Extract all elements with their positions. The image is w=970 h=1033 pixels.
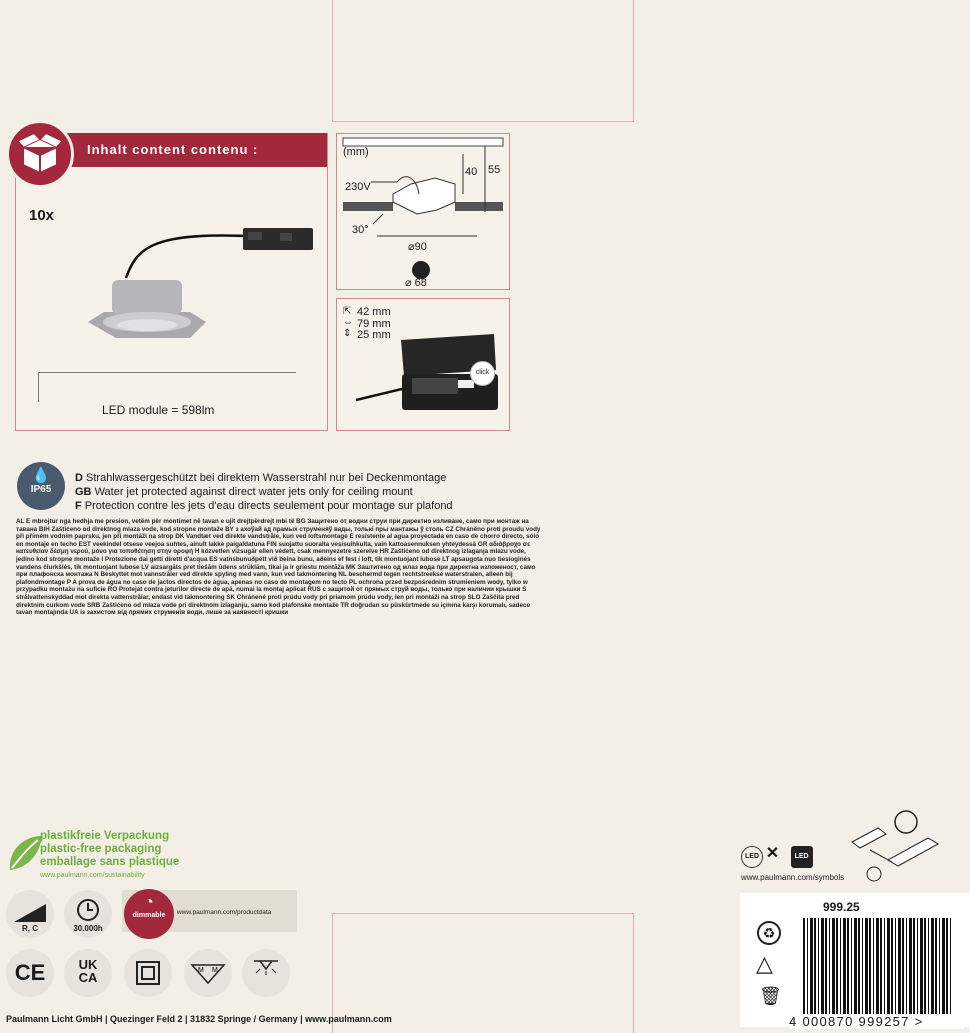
ce-mark-icon: CE [6, 949, 54, 997]
barcode [803, 918, 953, 1016]
article-number: 999.25 [823, 900, 860, 914]
dim-diameter: ⌀90 [408, 241, 427, 253]
dim-height-inner: 40 [465, 166, 478, 178]
symbols-url: www.paulmann.com/symbols [741, 873, 845, 882]
quantity: 10x [29, 207, 55, 224]
productdata-url: www.paulmann.com/productdata [177, 909, 272, 916]
ip-line-gb: Water jet protected against direct water jets only for ceiling mount [94, 486, 413, 498]
ip-line-gb-code: GB [75, 486, 92, 498]
eco-line-1: plastikfreie Verpackung [40, 830, 170, 842]
multilanguage-text: AL E mbrojtur nga hedhja me presion, vetëm për montimet në tavan e ujit drejtpërdrejt mbi të BG Защитено от водни струи при директно изливане, само при монтаж на тавана BIH Zaštićeno od direktnog mlaza vode, kod stropne montaže BY з ахоўай ад прамых струменяў вады, толькі пры мантажы ў столь CZ Chráněno proti proudu vody při přímém vodním paprsku, jen při montáži na strop DK Vandtæt ved direkte vandstråle, kun ved loftsmontage E resistente al agua proyectada en caso de chorro directo, sólo en montaje en techo EST veekindel otsese veejoa suhtes, ainult lakke paigaldatuna FIN suojattu suoralta vesisuihkulta, vain kattoasennuksen yhteydessä GR αδιάβροχο σε κατευθείαν δέσμη νερού, μόνο για τοποθέτηση στην οροφή H közvetlen vízsugár ellen védett, csak mennyezetre szerelve HR Zaštićeno od direktnog izlaganja mlazu vode, jedino kod stropne montaže I Protezione dai getti diretti d'acqua ES vatnsbunuðpétt við beina bunu, aðeins ef fest í loft, tik montuojant lubose LT apsaugota nuo tiesioginės vandens čiurkšlės, tik montuojant lubose LV aizsargāts pret tiešām ūdens strūklām, tikai ja ir griestu montāža MK Заштитено од млаз вода при директна изложеност, само при плафонска монтажа N Beskyttet mot vannstråler ved direkte spyling med vann, kun ved takmontering NL beschermd tegen rechtstreekse waterstralen, alleen bij plafondmontage P A prova de água no caso de jactos directos de água, apenas no caso de montagem no tecto PL ochrona przed bezpośrednim strumieniem wody, tylko w przypadku montażu na suficie RO Protejat contra jeturilor directe de apă, numai la montaj aplicat RUS с защитой от прямых струй воды, только при наличии крышки S strålvattenskyddad mot direkta vattenstrålar, endast vid takmontering SK Chránené proti prúdu vody pri priamom prúdu vody, len pri montáži na strop SLO Zaščita pred direktnim curkom vode SRB Zaštićeno od mlaza vode pri direktnom izlaganju, samo kod plafonske montaže TR doğrudan su püskürtmede su içmına karşı korumalı, sadece tavan montajında UA із захистом від прямих струменів води, лише за наявності кришки [16, 518, 541, 616]
eco-line-2: plastic-free packaging [40, 843, 162, 855]
bin-icon: 🗑 [759, 986, 782, 1006]
ukca-mark-icon: UK CA [64, 949, 112, 997]
no-lamp-icon: ✕ [765, 845, 780, 862]
led-box-icon: LED [791, 846, 813, 868]
ip-line-f: Protection contre les jets d'eau directs seulement pour montage sur plafond [84, 500, 453, 512]
protection-class-icon [124, 949, 172, 997]
installation-icon [848, 808, 944, 884]
divider-tick [38, 372, 39, 402]
recycle-triangle-icon: △ [756, 951, 773, 976]
eco-url: www.paulmann.com/sustainability [40, 872, 145, 879]
ip65-icon: 💧 IP65 [17, 462, 65, 510]
arrow-icons: ⇱ ⇔ ⇕ [343, 306, 353, 339]
led-symbols [741, 843, 813, 868]
eco-line-3: emballage sans plastique [40, 856, 180, 868]
ceiling-light-icon [242, 949, 290, 997]
svg-text:M: M [212, 967, 218, 974]
ip-line-f-code: F [75, 500, 82, 512]
junction-d1: 42 mm [357, 306, 391, 318]
dimmable-icon: ◔ dimmable [124, 889, 174, 939]
eco-text [40, 830, 179, 882]
recycle-icon: ♻ [757, 921, 781, 945]
rc-label: R, C [22, 924, 38, 933]
box-icon [6, 120, 74, 188]
downlight-image [80, 222, 320, 342]
mm-mark-icon [184, 949, 232, 997]
ip-rating: IP65 [30, 484, 52, 495]
click-badge: click [470, 361, 495, 386]
junction-d3: 25 mm [357, 329, 391, 341]
hours-label: 30.000h [73, 924, 103, 933]
led-module-text: LED module = 598lm [102, 403, 215, 417]
ip-line-d-code: D [75, 472, 83, 484]
svg-text:M: M [198, 967, 204, 974]
footer-company: Paulmann Licht GmbH | Quezinger Feld 2 | 31832 Springe / Germany | www.paulmann.com [6, 1014, 392, 1024]
ip-text-block [75, 471, 545, 513]
contents-label: Inhalt content contenu : [87, 142, 259, 157]
leaf-icon [6, 832, 44, 876]
print-guide-top [332, 0, 634, 122]
dimmable-label: dimmable [132, 912, 166, 919]
barcode-digits: 4 000870 999257 > [789, 1014, 964, 1029]
dim-unit: (mm) [343, 146, 369, 158]
dim-tilt: 30° [352, 224, 369, 236]
divider-line [38, 372, 296, 373]
ip-line-d: Strahlwassergeschützt bei direktem Wasserstrahl nur bei Deckenmontage [86, 472, 447, 484]
dim-height-total: 55 [488, 164, 501, 176]
dim-voltage: 230V [345, 181, 371, 193]
dim-cutout: ⌀ 68 [405, 277, 427, 289]
led-sun-icon: LED [741, 846, 763, 868]
junction-d2: 79 mm [357, 318, 391, 330]
